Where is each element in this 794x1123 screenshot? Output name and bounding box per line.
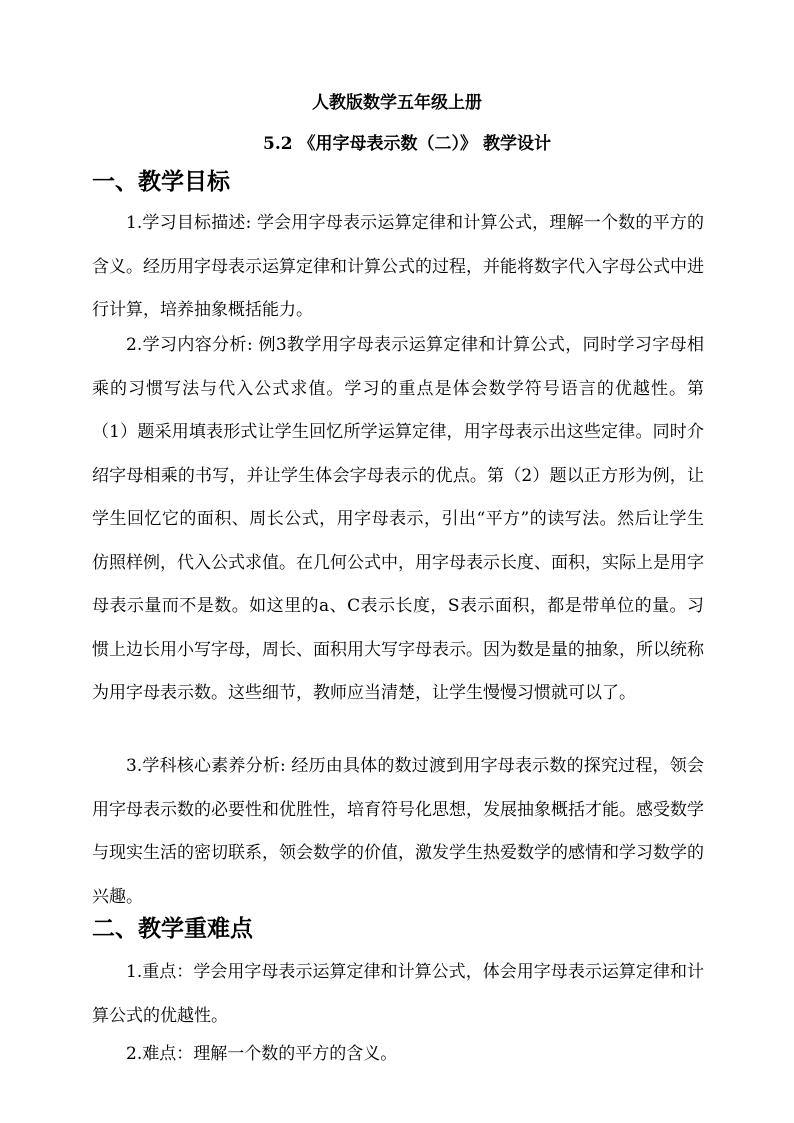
paragraph-content-analysis: 2.学习内容分析: 例3教学用字母表示运算定律和计算公式，同时学习字母相乘的习惯写法与代入公式求值。学习的重点是体会数学符号语言的优越性。第（1）题采用填表形式让学生回忆所学运算定律，用字母表示出这些定律。同时介绍字母相乘的书写，并让学生体会字母表示的优点。第（2）题以正方形为例，让学生回忆它的面积、周长公式，用字母表示，引出“平方”的读写法。然后让学生仿照样例，代入公式求值。在几何公式中，用字母表示长度、面积，实际上是用字母表示量而不是数。如这里的a、C表示长度，S表示面积，都是带单位的量。习惯上边长用小写字母，周长、面积用大写字母表示。因为数是量的抽象，所以统称为用字母表示数。这些细节，教师应当清楚，让学生慢慢习惯就可以了。 <box>92 335 704 703</box>
paragraph-difficult-point: 2.难点：理解一个数的平方的含义。 <box>126 1044 398 1064</box>
section-heading-teaching-goals: 一、教学目标 <box>92 169 230 195</box>
section-heading-key-difficult-points: 二、教学重难点 <box>92 916 253 942</box>
document-title: 人教版数学五年级上册 <box>312 93 482 113</box>
paragraph-key-point: 1.重点：学会用字母表示运算定律和计算公式，体会用字母表示运算定律和计算公式的优越性。 <box>92 962 704 1026</box>
document-subtitle: 5.2 《用字母表示数（二）》 教学设计 <box>263 134 551 154</box>
paragraph-learning-goal-description: 1.学习目标描述: 学会用字母表示运算定律和计算公式，理解一个数的平方的含义。经历用字母表示运算定律和计算公式的过程，并能将数字代入字母公式中进行计算，培养抽象概括能力。 <box>92 213 704 320</box>
paragraph-core-literacy-analysis: 3.学科核心素养分析: 经历由具体的数过渡到用字母表示数的探究过程，领会用字母表示数的必要性和优胜性，培育符号化思想，发展抽象概括才能。感受数学与现实生活的密切联系，领会数学的价值，激发学生热爱数学的感情和学习数学的兴趣。 <box>92 756 704 907</box>
